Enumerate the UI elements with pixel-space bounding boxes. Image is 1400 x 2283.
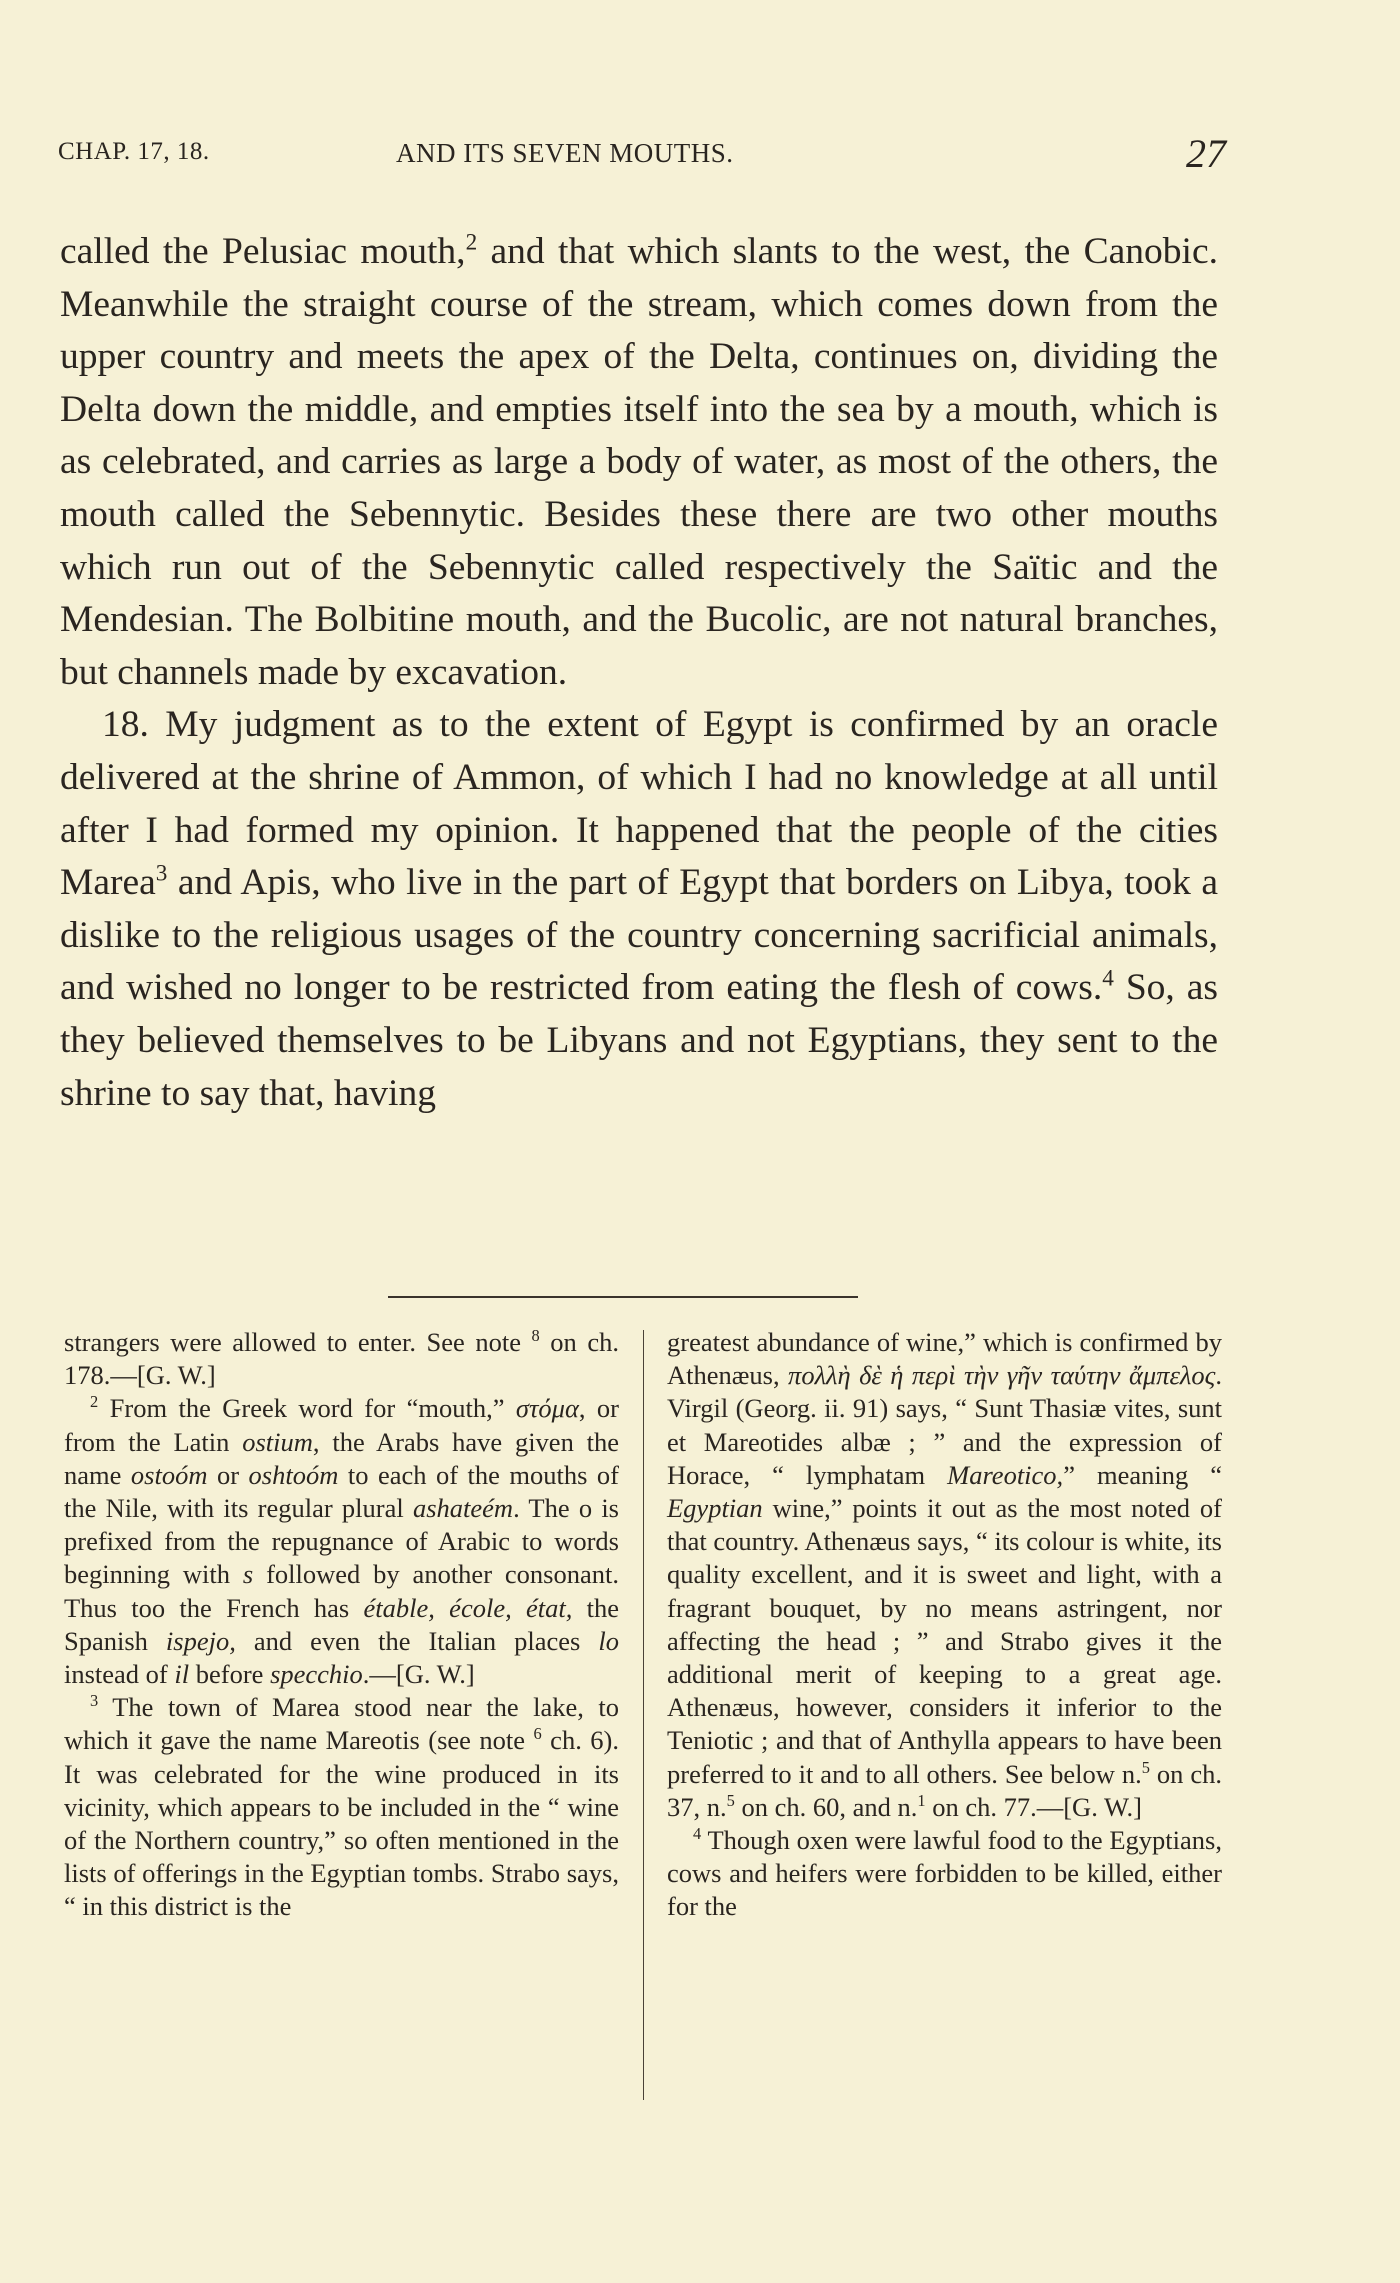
footnotes-right-column <box>667 1326 1222 1924</box>
page-number: 27 <box>1186 131 1226 176</box>
footnote-3-continued: greatest abundance of wine,” which is confirmed by Athenæus, πολλὴ δὲ ἡ περὶ τὴν γῆν ταύτην ἄμπελος. Virgil (Georg. ii. 91) says, “ Sunt Thasiæ vites, sunt et Mareotides albæ ; ” and the expression of Horace, “ lymphatam Mareotico,” meaning “ Egyptian wine,” points it out as the most noted of that country. Athenæus says, “ its colour is white, its quality excellent, and it is sweet and light, with a fragrant bouquet, by no means astringent, nor affecting the head ; ” and Strabo gives it the additional merit of keeping to a great age. Athenæus, however, considers it inferior to the Teniotic ; and that of Anthylla appears to have been preferred to it and to all others. See below n.$^5$ on ch. 37, n.$^5$ on ch. 60, and n.$^1$ on ch. 77.—[G. W.] <box>667 1327 1222 1822</box>
paragraph-17-continued: called the Pelusiac mouth,$^2$ and that which slants to the west, the Canobic. Meanwhile the straight course of the stream, which comes down from the upper country and meets the apex of the Delta, continues on, dividing the Delta down the middle, and empties itself into the sea by a mouth, which is as celebrated, and carries as large a body of water, as most of the others, the mouth called the Sebennytic. Besides these there are two other mouths which run out of the Sebennytic called respectively the Saïtic and the Mendesian. The Bolbitine mouth, and the Bucolic, are not natural branches, but channels made by excavation. <box>60 229 1218 693</box>
paragraph-18: 18. My judgment as to the extent of Egypt is confirmed by an oracle delivered at the shrine of Ammon, of which I had no knowledge at all until after I had formed my opinion. It happened that the people of the cities Marea$^3$ and Apis, who live in the part of Egypt that borders on Libya, took a dislike to the religious usages of the country concerning sacrificial animals, and wished no longer to be restricted from eating the flesh of cows.$^4$ So, as they believed themselves to be Libyans and not Egyptians, they sent to the shrine to say that, having <box>60 704 1219 1114</box>
footnote-4: $^4$ Though oxen were lawful food to the Egyptians, cows and heifers were forbidden to be killed, either for the <box>667 1824 1222 1922</box>
footnote-3: $^3$ The town of Marea stood near the lake, to which it gave the name Mareotis (see note $^6$ ch. 6). It was celebrated for the wine produced in its vicinity, which appears to be included in the “ wine of the Northern country,” so often mentioned in the lists of offerings in the Egyptian tombs. Strabo says, “ in this district is the <box>64 1691 619 1922</box>
main-text <box>60 226 1218 1120</box>
footnotes-left-column <box>64 1326 619 1924</box>
footnote-ref-2: 2 <box>465 229 478 256</box>
footnote-continued: strangers were allowed to enter. See note $^8$ on ch. 178.—[G. W.] <box>64 1326 619 1391</box>
footnote-2: $^2$ From the Greek word for “mouth,” στόμα, or from the Latin ostium, the Arabs have given the name ostoóm or oshtoóm to each of the mouths of the Nile, with its regular plural ashateém. The o is prefixed from the repugnance of Arabic to words beginning with s followed by another consonant. Thus too the French has étable, école, état, the Spanish ispejo, and even the Italian places lo instead of il before specchio.—[G. W.] <box>64 1392 620 1690</box>
footnote-ref-4: 4 <box>1102 965 1114 992</box>
running-title: AND ITS SEVEN MOUTHS. <box>396 138 734 168</box>
chapter-reference: CHAP. 17, 18. <box>58 138 210 165</box>
footnote-column-divider <box>643 1330 644 2100</box>
footnote-divider-rule <box>388 1296 858 1298</box>
footnote-ref-3: 3 <box>155 860 168 887</box>
running-header <box>58 131 1226 178</box>
